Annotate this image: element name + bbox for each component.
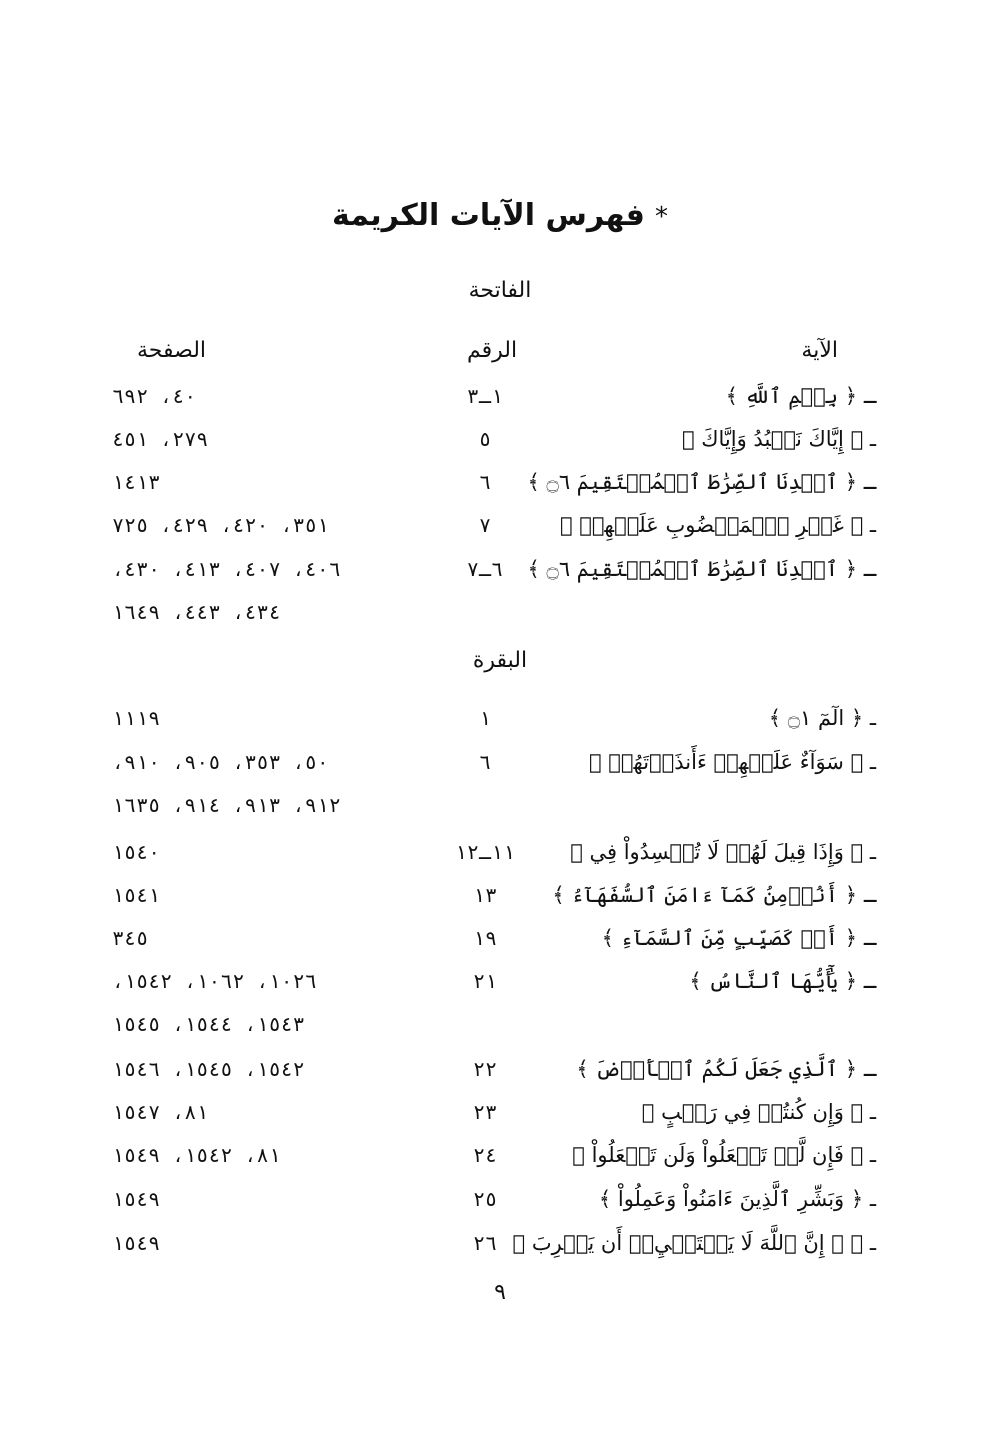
page-refs: ١٥٤٣، ١٥٤٤، ١٥٤٥ bbox=[112, 1012, 305, 1036]
verse-text: ـ ﴿ يَٰٓأَيُّهَا ٱلنَّاسُ ﴾ bbox=[689, 969, 876, 993]
page-refs: ٨١، ١٥٤٢، ١٥٤٩ bbox=[112, 1143, 281, 1167]
page-title bbox=[0, 198, 1000, 233]
page-refs: ٨١، ١٥٤٧ bbox=[112, 1100, 209, 1124]
verse-text: ـ ﴿ وَإِن كُنتُمۡ فِي رَيۡبٍ ﴾ bbox=[641, 1100, 876, 1124]
asterisk-mark: * bbox=[654, 202, 668, 232]
header-page: الصفحة bbox=[137, 338, 207, 363]
verse-text: ـ ﴿ ٱهۡدِنَا ٱلصِّرَٰطَ ٱلۡمُسۡتَقِيمَ ۝٦ ﴾ bbox=[527, 470, 876, 494]
verse-number: ١ bbox=[478, 706, 492, 730]
page-refs: ١٠٢٦، ١٠٦٢، ١٥٤٢، bbox=[112, 969, 317, 993]
verse-text: ـ ﴿ الٓمٓ ۝١ ﴾ bbox=[768, 706, 876, 730]
verse-text: ـ ﴿ غَيۡرِ ٱلۡمَغۡضُوبِ عَلَيۡهِمۡ ﴾ bbox=[559, 513, 876, 537]
page-refs: ١٥٤٠ bbox=[112, 840, 161, 864]
page-refs: ٤٣٤، ٤٤٣، ١٦٤٩ bbox=[112, 600, 281, 624]
table-row bbox=[0, 840, 1000, 880]
verse-text: ـ ﴿ بِسۡمِ ٱللَّهِ ﴾ bbox=[725, 384, 876, 408]
page-refs: ٢٧٩، ٤٥١ bbox=[112, 427, 209, 451]
verse-text: ـ ﴿ أَوۡ كَصَيِّبٍ مِّنَ ٱلسَّمَآءِ ﴾ bbox=[601, 926, 876, 950]
verse-number: ٢٥ bbox=[472, 1187, 498, 1211]
verse-text: ـ ﴿ فَإِن لَّمۡ تَفۡعَلُواْ وَلَن تَفۡعَلُواْ ﴾ bbox=[572, 1143, 876, 1167]
verse-number: ٦ bbox=[478, 750, 492, 774]
page-refs: ٤٠٦، ٤٠٧، ٤١٣، ٤٣٠، bbox=[112, 557, 341, 581]
verse-text: ـ ﴿ وَإِذَا قِيلَ لَهُمۡ لَا تُفۡسِدُواْ فِي ﴾ bbox=[570, 840, 876, 864]
verse-number: ٢٣ bbox=[472, 1100, 498, 1124]
verse-number: ١ـ٣ bbox=[466, 384, 504, 408]
verse-number: ٦ـ٧ bbox=[466, 557, 504, 581]
page-number: ٩ bbox=[494, 1280, 506, 1305]
page-refs: ٣٤٥ bbox=[112, 926, 149, 950]
surah-heading-baqarah: البقرة bbox=[472, 648, 528, 673]
table-row bbox=[0, 750, 1000, 790]
table-row bbox=[0, 883, 1000, 923]
table-row bbox=[0, 600, 1000, 640]
verse-number: ١١ـ١٢ bbox=[454, 840, 516, 864]
verse-number: ١٣ bbox=[472, 883, 498, 907]
table-row bbox=[0, 470, 1000, 510]
table-row bbox=[0, 969, 1000, 1009]
verse-text: ـ ﴿ سَوَآءٌ عَلَيۡهِمۡ ءَأَنذَرۡتَهُمۡ ﴾ bbox=[589, 750, 876, 774]
verse-text: ـ ﴿ ٱهۡدِنَا ٱلصِّرَٰطَ ٱلۡمُسۡتَقِيمَ ۝٦ ﴾ bbox=[527, 557, 876, 581]
verse-number: ٢٦ bbox=[472, 1231, 498, 1255]
page-refs: ٥٠، ٣٥٣، ٩٠٥، ٩١٠، bbox=[112, 750, 329, 774]
verse-number: ٢١ bbox=[472, 969, 498, 993]
page-refs: ١١١٩ bbox=[112, 706, 161, 730]
table-row bbox=[0, 706, 1000, 746]
page-refs: ٤٠، ٦٩٢ bbox=[112, 384, 197, 408]
verse-text: ـ ﴿ وَبَشِّرِ ٱلَّذِينَ ءَامَنُواْ وَعَمِلُواْ ﴾ bbox=[598, 1187, 876, 1211]
table-row bbox=[0, 384, 1000, 424]
table-row bbox=[0, 926, 1000, 966]
surah-heading-fatiha: الفاتحة bbox=[468, 278, 532, 303]
table-row bbox=[0, 1143, 1000, 1183]
table-row bbox=[0, 427, 1000, 467]
page-refs: ١٥٤١ bbox=[112, 883, 161, 907]
page-refs: ٩١٢، ٩١٣، ٩١٤، ١٦٣٥ bbox=[112, 793, 341, 817]
table-row bbox=[0, 1187, 1000, 1227]
table-row bbox=[0, 513, 1000, 553]
verse-number: ٢٢ bbox=[472, 1057, 498, 1081]
verse-number: ١٩ bbox=[472, 926, 498, 950]
verse-number: ٥ bbox=[478, 427, 492, 451]
verse-text: ـ ﴿ ۞ إِنَّ ٱللَّهَ لَا يَسۡتَحۡيِۦٓ أَن يَضۡرِبَ ﴾ bbox=[512, 1231, 876, 1255]
table-row bbox=[0, 1012, 1000, 1052]
verse-text: ـ ﴿ إِيَّاكَ نَعۡبُدُ وَإِيَّاكَ ﴾ bbox=[681, 427, 876, 451]
verse-text: ـ ﴿ أَنُؤۡمِنُ كَمَآ ءَامَنَ ٱلسُّفَهَآءُ ﴾ bbox=[552, 883, 876, 907]
header-verse: الآية bbox=[801, 338, 838, 363]
header-number: الرقم bbox=[467, 338, 518, 363]
table-row bbox=[0, 793, 1000, 833]
page-refs: ١٥٤٢، ١٥٤٥، ١٥٤٦ bbox=[112, 1057, 305, 1081]
verse-number: ٧ bbox=[478, 513, 492, 537]
page-title-text: فهرس الآيات الكريمة bbox=[332, 198, 645, 233]
table-row bbox=[0, 557, 1000, 597]
page-refs: ٣٥١، ٤٢٠، ٤٢٩، ٧٢٥ bbox=[112, 513, 329, 537]
verse-number: ٦ bbox=[478, 470, 492, 494]
table-row bbox=[0, 1231, 1000, 1271]
verse-number: ٢٤ bbox=[472, 1143, 498, 1167]
table-row bbox=[0, 1100, 1000, 1140]
page-refs: ١٥٤٩ bbox=[112, 1187, 161, 1211]
page-refs: ١٤١٣ bbox=[112, 470, 161, 494]
page-refs: ١٥٤٩ bbox=[112, 1231, 161, 1255]
table-row bbox=[0, 1057, 1000, 1097]
verse-text: ـ ﴿ ٱلَّذِي جَعَلَ لَكُمُ ٱلۡأَرۡضَ ﴾ bbox=[576, 1057, 876, 1081]
